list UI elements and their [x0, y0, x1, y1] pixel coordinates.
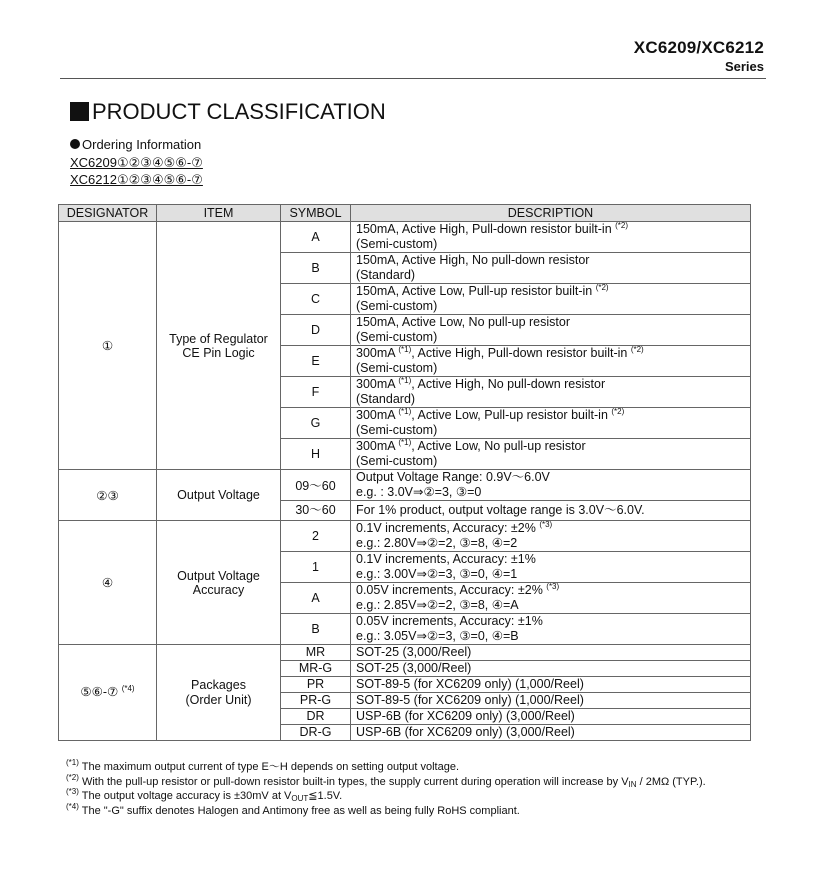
symbol-cell: C: [281, 284, 351, 315]
footnote-mark: (*2): [615, 221, 629, 230]
desc-line: 150mA, Active Low, No pull-up resistor: [356, 315, 570, 329]
footnote-4: [66, 801, 706, 819]
footnote-mark: (*2): [66, 772, 79, 782]
desc-line: e.g. : 3.0V⇒②=3, ③=0: [356, 485, 482, 499]
footnote-mark: (*1): [398, 376, 412, 385]
square-bullet-icon: [70, 102, 89, 121]
description-cell: [351, 521, 751, 552]
footnote-text: / 2MΩ (TYP.).: [636, 775, 706, 788]
symbol-cell: H: [281, 439, 351, 470]
footnote-mark: (*3): [66, 787, 79, 796]
desc-line: , Active High, No pull-down resistor: [411, 377, 606, 391]
ordering-heading: [70, 137, 201, 152]
description-cell: [351, 222, 751, 253]
desc-line: 300mA: [356, 377, 399, 391]
designator-text: ⑤⑥-⑦: [80, 685, 119, 699]
table-row: [59, 521, 751, 552]
description-cell: [351, 377, 751, 408]
desc-line: (Semi-custom): [356, 237, 438, 251]
desc-line: 0.1V increments, Accuracy: ±2%: [356, 521, 540, 535]
footnote-mark: (*2): [611, 407, 625, 416]
item-line: (Order Unit): [185, 692, 252, 707]
desc-line: 0.05V increments, Accuracy: ±1%: [356, 614, 543, 628]
desc-line: 300mA: [356, 408, 399, 422]
item-line: Accuracy: [192, 582, 245, 597]
desc-line: 150mA, Active Low, Pull-up resistor built-in: [356, 284, 596, 298]
col-header-symbol: SYMBOL: [281, 205, 351, 222]
description-cell: SOT-89-5 (for XC6209 only) (1,000/Reel): [351, 677, 751, 693]
desc-line: Output Voltage Range: 0.9V～6.0V: [356, 470, 550, 484]
footnote-2: [66, 772, 706, 790]
ordering-code-xc6212: XC6212①②③④⑤⑥-⑦: [70, 172, 203, 187]
description-cell: [351, 346, 751, 377]
footnote-text: ≦1.5V.: [308, 790, 343, 802]
symbol-cell: A: [281, 222, 351, 253]
desc-line: e.g.: 3.00V⇒②=3, ③=0, ④=1: [356, 567, 518, 581]
symbol-cell: DR: [281, 709, 351, 725]
symbol-cell: D: [281, 315, 351, 346]
symbol-cell: 30～60: [281, 501, 351, 521]
item-cell: [157, 521, 281, 645]
symbol-cell: PR: [281, 677, 351, 693]
desc-line: 150mA, Active High, No pull-down resistor: [356, 253, 590, 267]
item-line: Output Voltage: [177, 568, 260, 583]
footnotes: [66, 760, 706, 818]
description-cell: USP-6B (for XC6209 only) (3,000/Reel): [351, 725, 751, 741]
description-cell: [351, 614, 751, 645]
section-title: [70, 99, 386, 125]
footnote-mark: (*3): [546, 582, 560, 591]
symbol-cell: F: [281, 377, 351, 408]
designator-cell: [59, 645, 157, 741]
footnote-mark: (*1): [398, 438, 412, 447]
symbol-cell: E: [281, 346, 351, 377]
ordering-heading-text: Ordering Information: [82, 137, 202, 152]
desc-line: 150mA, Active High, Pull-down resistor built-in: [356, 222, 616, 236]
description-cell: USP-6B (for XC6209 only) (3,000/Reel): [351, 709, 751, 725]
col-header-item: ITEM: [157, 205, 281, 222]
header-subtitle: Series: [724, 59, 764, 74]
description-cell: [351, 315, 751, 346]
footnote-mark: (*1): [398, 345, 412, 354]
footnote-subscript: IN: [628, 779, 637, 789]
item-line: Packages: [191, 677, 246, 692]
designator-cell: ②③: [59, 470, 157, 521]
desc-line: e.g.: 2.80V⇒②=2, ③=8, ④=2: [356, 536, 518, 550]
desc-line: 0.1V increments, Accuracy: ±1%: [356, 552, 536, 566]
header-rule: [60, 78, 766, 79]
symbol-cell: B: [281, 614, 351, 645]
symbol-cell: DR-G: [281, 725, 351, 741]
description-cell: [351, 583, 751, 614]
header-title: XC6209/XC6212: [633, 38, 764, 57]
symbol-cell: PR-G: [281, 693, 351, 709]
symbol-cell: 1: [281, 552, 351, 583]
item-line: CE Pin Logic: [182, 345, 255, 360]
footnote-mark: (*2): [595, 283, 609, 292]
desc-line: e.g.: 3.05V⇒②=3, ③=0, ④=B: [356, 629, 519, 643]
desc-line: (Semi-custom): [356, 454, 438, 468]
circle-bullet-icon: [70, 139, 80, 149]
description-cell: [351, 470, 751, 501]
footnote-3: [66, 789, 706, 804]
desc-line: (Standard): [356, 268, 416, 282]
symbol-cell: B: [281, 253, 351, 284]
footnote-mark: (*2): [630, 345, 644, 354]
footnote-subscript: OUT: [291, 794, 309, 803]
description-cell: [351, 408, 751, 439]
symbol-cell: G: [281, 408, 351, 439]
desc-line: 300mA: [356, 439, 399, 453]
footnote-mark: (*3): [539, 520, 553, 529]
desc-line: (Semi-custom): [356, 423, 438, 437]
desc-line: , Active High, Pull-down resistor built-in: [411, 346, 631, 360]
description-cell: [351, 253, 751, 284]
ordering-code-xc6209: XC6209①②③④⑤⑥-⑦: [70, 155, 203, 170]
desc-line: , Active Low, No pull-up resistor: [411, 439, 586, 453]
desc-line: 0.05V increments, Accuracy: ±2%: [356, 583, 547, 597]
footnote-mark: (*4): [66, 801, 79, 811]
description-cell: [351, 284, 751, 315]
description-cell: SOT-25 (3,000/Reel): [351, 661, 751, 677]
table-row: [59, 222, 751, 253]
description-cell: SOT-89-5 (for XC6209 only) (1,000/Reel): [351, 693, 751, 709]
desc-line: 300mA: [356, 346, 399, 360]
footnote-mark: (*1): [66, 758, 79, 767]
table-header-row: [59, 205, 751, 222]
section-title-text: PRODUCT CLASSIFICATION: [92, 99, 386, 124]
item-cell: [157, 222, 281, 470]
symbol-cell: 09～60: [281, 470, 351, 501]
table-row: [59, 470, 751, 501]
item-line: Type of Regulator: [169, 331, 268, 346]
description-cell: For 1% product, output voltage range is 3.0V～6.0V.: [351, 501, 751, 521]
footnote-text: The "-G" suffix denotes Halogen and Antimony free as well as being fully RoHS compliant.: [78, 804, 520, 817]
designator-cell: ①: [59, 222, 157, 470]
footnote-text: The maximum output current of type E～H depends on setting output voltage.: [78, 761, 460, 773]
table-row: [59, 645, 751, 661]
desc-line: e.g.: 2.85V⇒②=2, ③=8, ④=A: [356, 598, 519, 612]
footnote-mark: (*4): [121, 684, 135, 693]
col-header-designator: DESIGNATOR: [59, 205, 157, 222]
footnote-mark: (*1): [398, 407, 412, 416]
symbol-cell: 2: [281, 521, 351, 552]
item-cell: Output Voltage: [157, 470, 281, 521]
symbol-cell: A: [281, 583, 351, 614]
description-cell: [351, 439, 751, 470]
designator-cell: ④: [59, 521, 157, 645]
footnote-1: [66, 760, 706, 775]
footnote-text: The output voltage accuracy is ±30mV at V: [78, 790, 292, 802]
description-cell: SOT-25 (3,000/Reel): [351, 645, 751, 661]
footnote-text: With the pull-up resistor or pull-down resistor built-in types, the supply current during operation will increase by V: [78, 775, 629, 788]
desc-line: (Semi-custom): [356, 330, 438, 344]
desc-line: (Semi-custom): [356, 361, 438, 375]
desc-line: (Semi-custom): [356, 299, 438, 313]
classification-table: [58, 204, 751, 741]
description-cell: [351, 552, 751, 583]
item-cell: [157, 645, 281, 741]
col-header-description: DESCRIPTION: [351, 205, 751, 222]
desc-line: , Active Low, Pull-up resistor built-in: [411, 408, 612, 422]
symbol-cell: MR-G: [281, 661, 351, 677]
symbol-cell: MR: [281, 645, 351, 661]
desc-line: (Standard): [356, 392, 416, 406]
